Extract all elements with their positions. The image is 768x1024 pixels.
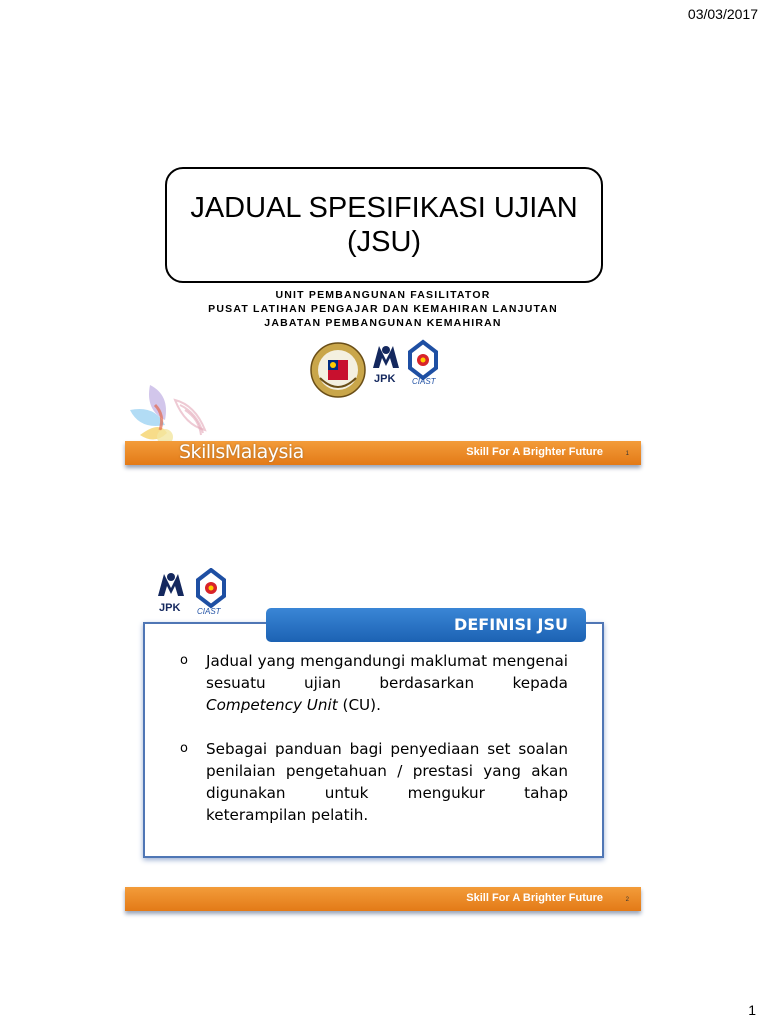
- bullet-marker: o: [180, 653, 188, 668]
- malaysia-crest-icon: [311, 343, 365, 397]
- slide-1: [125, 160, 641, 465]
- logos-row: [310, 338, 460, 404]
- definition-heading: DEFINISI JSU: [266, 608, 586, 642]
- page-number: 1: [748, 1002, 756, 1018]
- svg-text:JPK: JPK: [159, 602, 181, 614]
- organization-block: [125, 288, 641, 330]
- jpk-logo-icon: [158, 573, 184, 614]
- title-line-1: JADUAL SPESIFIKASI UJIAN: [190, 192, 578, 224]
- slide-2-slogan: Skill For A Brighter Future: [466, 892, 603, 904]
- print-date: 03/03/2017: [687, 6, 758, 22]
- ciast-logo-icon: [410, 342, 437, 386]
- bullet-1-end: (CU).: [337, 696, 381, 714]
- slide-1-number: 1: [625, 451, 629, 457]
- slide-2-number: 2: [625, 897, 629, 903]
- org-line-1: UNIT PEMBANGUNAN FASILITATOR: [275, 289, 491, 301]
- list-item: [180, 738, 568, 826]
- list-item: [180, 650, 568, 716]
- definition-bullets: [180, 650, 568, 848]
- svg-text:CIAST: CIAST: [197, 607, 221, 616]
- bullet-1-italic: Competency Unit: [206, 696, 338, 714]
- bullet-marker: o: [180, 741, 188, 756]
- title-box: [165, 167, 603, 283]
- ciast-logo-icon: [197, 570, 224, 616]
- bullet-1-text: Jadual yang mengandungi maklumat mengenai sesuatu ujian berdasarkan kepada: [206, 652, 568, 692]
- svg-text:JPK: JPK: [374, 373, 396, 385]
- org-line-2: PUSAT LATIHAN PENGAJAR DAN KEMAHIRAN LANJUTAN: [208, 303, 558, 315]
- title-line-2: (JSU): [346, 226, 422, 258]
- slide-2-footer-bar: [125, 887, 641, 911]
- jpk-logo-icon: [373, 346, 399, 385]
- bullet-2-text: Sebagai panduan bagi penyediaan set soalan penilaian pengetahuan / prestasi yang akan digunakan untuk mengukur tahap keterampilan pelatih.: [206, 740, 568, 824]
- svg-text:CIAST: CIAST: [412, 377, 436, 386]
- slide-2-logos: [155, 568, 237, 616]
- slide-1-slogan: Skill For A Brighter Future: [466, 446, 603, 458]
- skillsmalaysia-brand: SkillsMalaysia: [179, 441, 304, 463]
- slide-1-footer-bar: [125, 441, 641, 465]
- org-line-3: JABATAN PEMBANGUNAN KEMAHIRAN: [264, 317, 502, 329]
